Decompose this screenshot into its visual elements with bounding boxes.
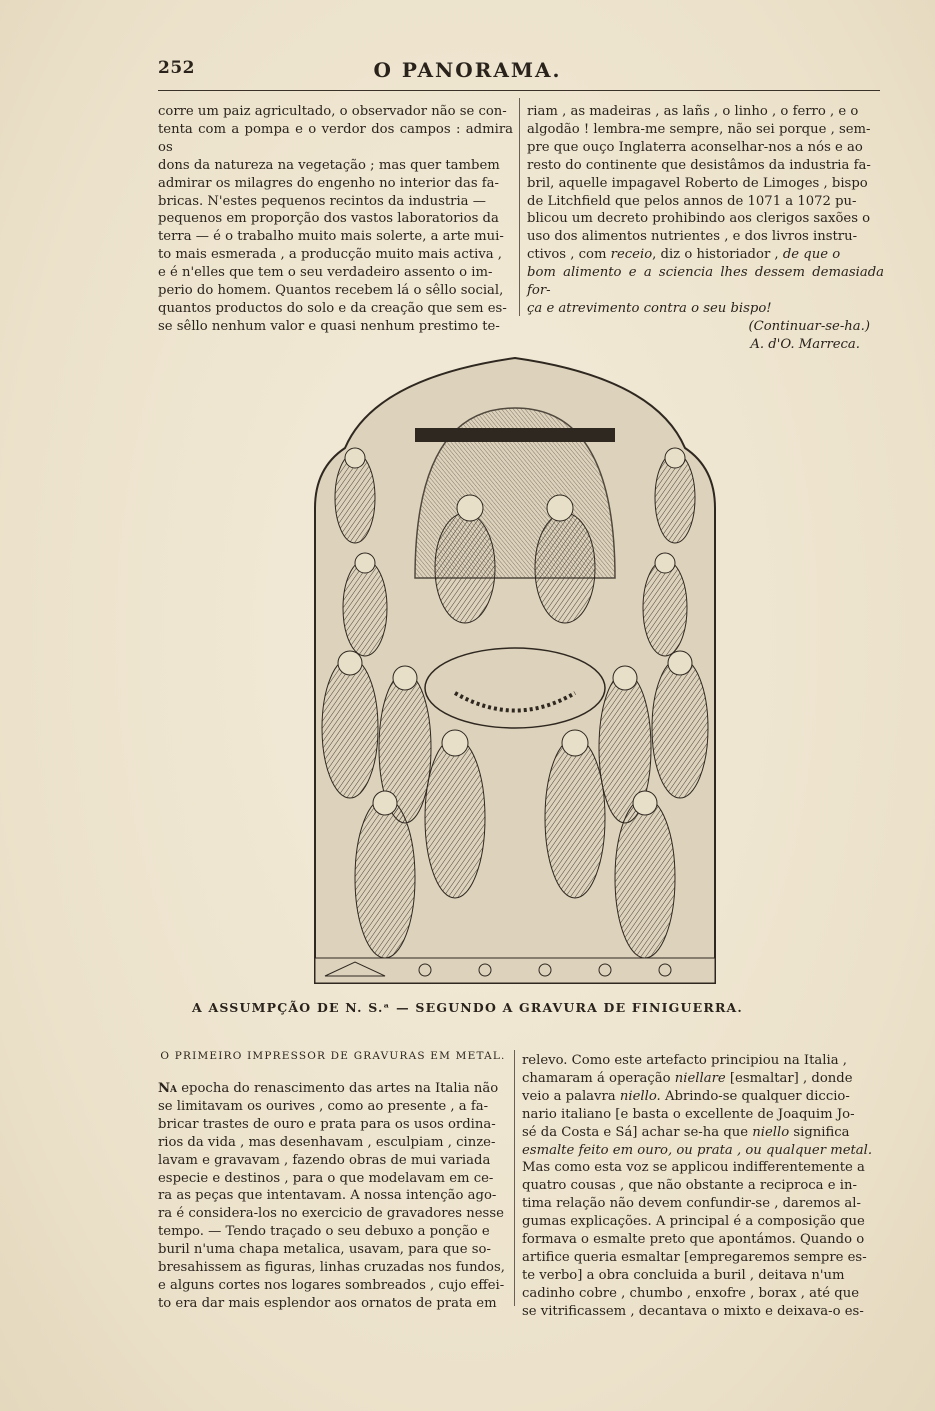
text-line: ça e atrevimento contra o seu bispo!: [527, 300, 772, 316]
continued-note: (Continuar-se-ha.): [748, 318, 870, 334]
text-line: riam , as madeiras , as lañs , o linho , o ferro , e o: [527, 104, 859, 119]
header-rule: [158, 90, 880, 91]
text-line: to mais esmerada , a producção muito mais activa ,: [158, 247, 502, 263]
text-line: cadinho cobre , chumbo , enxofre , borax , até que: [522, 1285, 860, 1301]
text-line: tempo. — Tendo traçado o seu debuxo a ponção e: [158, 1224, 490, 1240]
text-line: chamaram á operação niellare [esmaltar] , donde: [522, 1070, 853, 1086]
text-line: bresahissem as figuras, linhas cruzadas nos fundos,: [158, 1260, 505, 1276]
column-divider: [519, 98, 520, 316]
text-line: terra — é o trabalho muito mais solerte, a arte mui-: [158, 229, 504, 245]
text-line: perio do homem. Quantos recebem lá o sêllo social,: [158, 283, 504, 299]
text-line: relevo. Como este artefacto principiou na Italia ,: [522, 1053, 847, 1068]
text-line: esmalte feito em ouro, ou prata , ou qualquer metal.: [522, 1142, 873, 1158]
text-line: corre um paiz agricultado, o observador não se con-: [158, 104, 507, 119]
text-line: ctivos , com receio, diz o historiador , de que o: [527, 247, 841, 263]
text-line: admirar os milagres do engenho no interior das fa-: [158, 175, 499, 191]
text-line: bril, aquelle impagavel Roberto de Limoges , bispo: [527, 175, 868, 191]
text-line: nario italiano [e basta o excellente de Joaquim Jo-: [522, 1106, 855, 1122]
article-left-column: [158, 1080, 508, 1313]
text-line: quantos productos do solo e da creação que sem es-: [158, 300, 507, 316]
text-line: artifice queria esmaltar [empregaremos sempre es-: [522, 1249, 867, 1265]
text-line: e é n'elles que tem o seu verdadeiro assento o im-: [158, 265, 493, 281]
text-line: formava o esmalte preto que apontámos. Quando o: [522, 1232, 865, 1248]
text-line: bricar trastes de ouro e prata para os usos ordina-: [158, 1116, 496, 1132]
text-line: to era dar mais esplendor aos ornatos de prata em: [158, 1295, 497, 1311]
text-line: pequenos em proporção dos vastos laboratorios da: [158, 211, 499, 227]
text-line: de Litchfield que pelos annos de 1071 a 1072 pu-: [527, 193, 857, 209]
text-line: se limitavam os ourives , como ao presente , a fa-: [158, 1098, 489, 1114]
text-line: resto do continente que desistâmos da industria fa-: [527, 157, 871, 173]
text-line: ra as peças que intentavam. A nossa intenção ago-: [158, 1188, 497, 1204]
journal-title: O PANORAMA.: [373, 58, 562, 82]
text-line: bricas. N'estes pequenos recintos da industria —: [158, 193, 486, 209]
article-heading: O PRIMEIRO IMPRESSOR DE GRAVURAS EM METAL.: [160, 1050, 506, 1062]
text-line: gumas explicações. A principal é a composição que: [522, 1214, 865, 1230]
text-line: Na epocha do renascimento das artes na Italia não: [158, 1081, 499, 1096]
text-line: uso dos alimentos nutrientes , e dos livros instru-: [527, 229, 858, 245]
figure-caption: A ASSUMPÇÃO DE N. S.ᵃ — SEGUNDO A GRAVURA DE FINIGUERRA.: [192, 1000, 743, 1015]
drop-initial: Na: [158, 1081, 178, 1096]
text-line: pre que ouço Inglaterra aconselhar-nos a nós e ao: [527, 139, 863, 155]
text-line: rios da vida , mas desenhavam , esculpiam , cinze-: [158, 1134, 496, 1150]
text-line: tima relação não devem confundir-se , daremos al-: [522, 1196, 861, 1212]
assumption-engraving: [305, 348, 725, 988]
column-divider: [514, 1050, 515, 1306]
text-line: algodão ! lembra-me sempre, não sei porque , sem-: [527, 121, 871, 137]
text-line: se vitrificassem , decantava o mixto e deixava-o es-: [522, 1303, 864, 1319]
text-line: veio a palavra niello. Abrindo-se qualquer diccio-: [522, 1088, 850, 1104]
text-line: quatro cousas , que não obstante a reciproca e in-: [522, 1178, 857, 1194]
author-signature: A. d'O. Marreca.: [750, 336, 860, 352]
text-line: te verbo] a obra concluida a buril , deitava n'um: [522, 1267, 845, 1283]
text-line: dons da natureza na vegetação ; mas quer tambem: [158, 157, 500, 173]
text-line: e alguns cortes nos logares sombreados , cujo effei-: [158, 1277, 505, 1293]
top-right-column: [527, 103, 884, 354]
page-number: 252: [158, 58, 195, 78]
text-line: Mas como esta voz se applicou indifferentemente a: [522, 1160, 865, 1176]
text-line: se sêllo nenhum valor e quasi nenhum prestimo te-: [158, 318, 500, 334]
text-line: lavam e gravavam , fazendo obras de mui variada: [158, 1152, 491, 1168]
text-line: bom alimento e a sciencia lhes dessem demasiada for-: [527, 265, 884, 299]
text-line: ra é considera-los no exercicio de gravadores nesse: [158, 1206, 504, 1222]
text-line: sé da Costa e Sá] achar se-ha que niello significa: [522, 1124, 850, 1140]
top-left-column: [158, 103, 513, 336]
text-line: especie e destinos , para o que modelavam em ce-: [158, 1170, 494, 1186]
text-line: buril n'uma chapa metalica, usavam, para que so-: [158, 1242, 491, 1258]
article-right-column: [522, 1052, 880, 1321]
text-line: blicou um decreto prohibindo aos clerigos saxões o: [527, 211, 871, 227]
text-line: tenta com a pompa e o verdor dos campos : admira os: [158, 121, 513, 155]
